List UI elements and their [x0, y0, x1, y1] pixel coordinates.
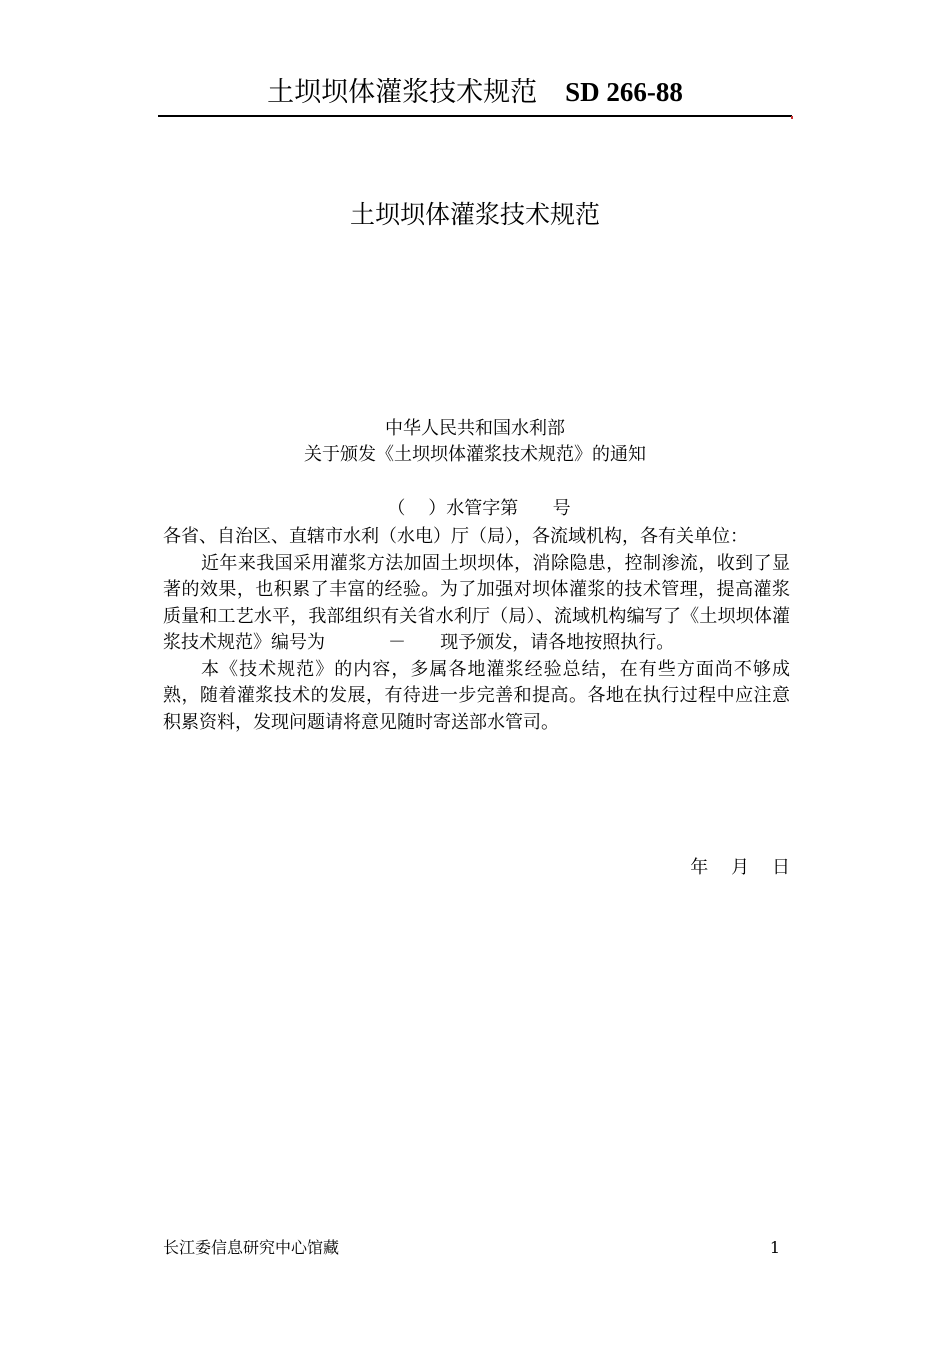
header-divider-mark	[791, 116, 793, 119]
notice-title: 关于颁发《土坝坝体灌浆技术规范》的通知	[304, 444, 646, 465]
page-number: 1	[769, 1238, 780, 1257]
header-divider	[158, 115, 792, 117]
running-header	[158, 74, 792, 111]
header-title: 土坝坝体灌浆技术规范	[267, 77, 538, 108]
notice-body	[163, 524, 790, 736]
standard-code: SD 266-88	[565, 77, 683, 107]
document-number: （ ）水管字第 号	[387, 498, 571, 519]
document-title: 土坝坝体灌浆技术规范	[349, 200, 600, 229]
issuer-name: 中华人民共和国水利部	[385, 418, 565, 439]
footer-source: 长江委信息研究中心馆藏	[163, 1238, 340, 1257]
paragraph-1: 近年来我国采用灌浆方法加固土坝坝体，消除隐患，控制渗流，收到了显著的效果，也积累了丰富的经验。为了加强对坝体灌浆的技术管理，提高灌浆质量和工艺水平，我部组织有关省水利厅（局）、流域机构编写了《土坝坝体灌浆技术规范》编号为 － 现予颁发，请各地按照执行。	[163, 552, 790, 653]
date-line: 年 月 日	[690, 857, 790, 878]
salutation: 各省、自治区、直辖市水利（水电）厅（局），各流域机构，各有关单位：	[163, 526, 748, 547]
paragraph-2: 本《技术规范》的内容，多属各地灌浆经验总结，在有些方面尚不够成熟，随着灌浆技术的发展，有待进一步完善和提高。各地在执行过程中应注意积累资料，发现问题请将意见随时寄送部水管司。	[163, 658, 790, 733]
